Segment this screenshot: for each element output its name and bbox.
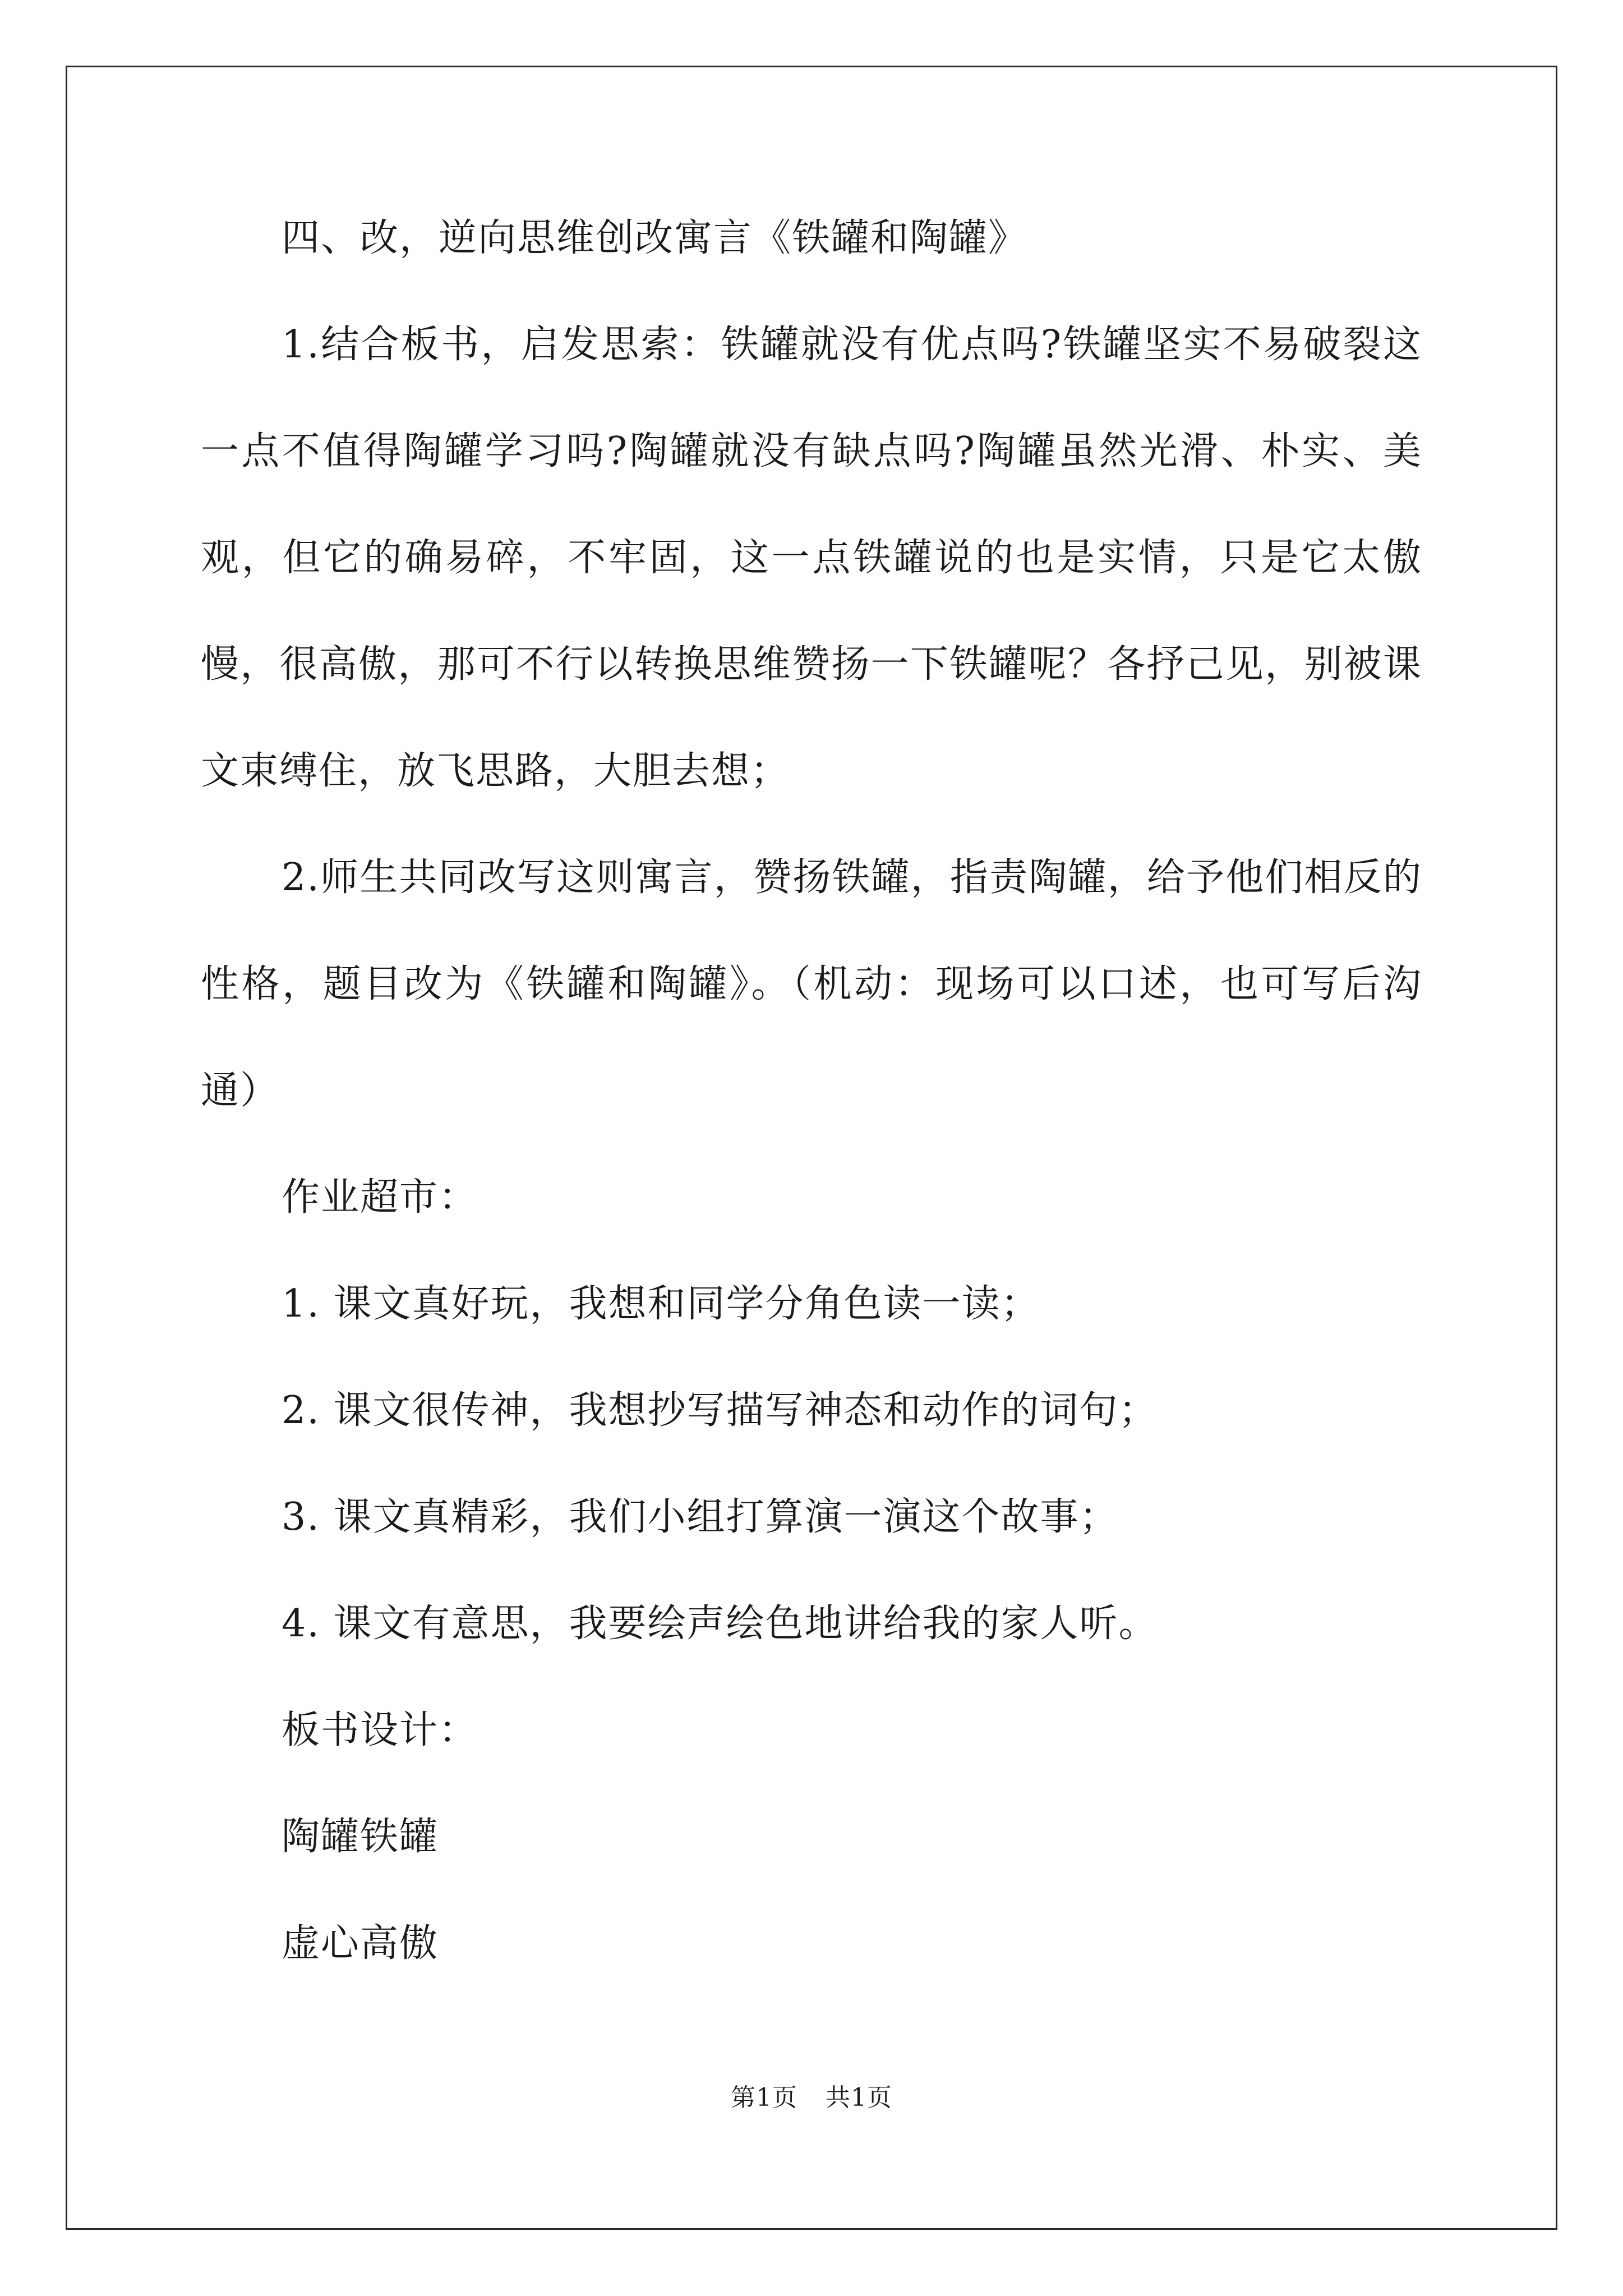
homework-heading: 作业超市： (282, 1175, 478, 1220)
page-footer (0, 2081, 1623, 2115)
page-total: 共1页 (826, 2083, 892, 2112)
section-heading: 四、改，逆向思维创改寓言《铁罐和陶罐》 (282, 216, 1028, 260)
homework-item-1: 1. 课文真好玩，我想和同学分角色读一读； (282, 1282, 1040, 1326)
board-design-heading: 板书设计： (282, 1708, 478, 1752)
paragraph-step-2: 2.师生共同改写这则寓言，赞扬铁罐，指责陶罐，给予他们相反的性格，题目改为《铁罐和陶罐》。（机动：现场可以口述，也可写后沟通） (201, 855, 1422, 1113)
homework-item-3: 3. 课文真精彩，我们小组打算演一演这个故事； (282, 1495, 1119, 1539)
board-design-line-1: 陶罐铁罐 (282, 1815, 439, 1859)
document-body (201, 185, 1422, 1997)
board-design-line-2: 虚心高傲 (282, 1921, 439, 1966)
page-number: 第1页 (731, 2083, 797, 2112)
paragraph-step-1: 1.结合板书，启发思索：铁罐就没有优点吗?铁罐坚实不易破裂这一点不值得陶罐学习吗?陶罐就没有缺点吗?陶罐虽然光滑、朴实、美观，但它的确易碎，不牢固，这一点铁罐说的也是实情，只是它太傲慢，很高傲，那可不行以转换思维赞扬一下铁罐呢？各抒己见，别被课文束缚住，放飞思路，大胆去想； (201, 323, 1422, 793)
homework-item-4: 4. 课文有意思，我要绘声绘色地讲给我的家人听。 (282, 1602, 1158, 1646)
homework-item-2: 2. 课文很传神，我想抄写描写神态和动作的词句； (282, 1388, 1158, 1433)
